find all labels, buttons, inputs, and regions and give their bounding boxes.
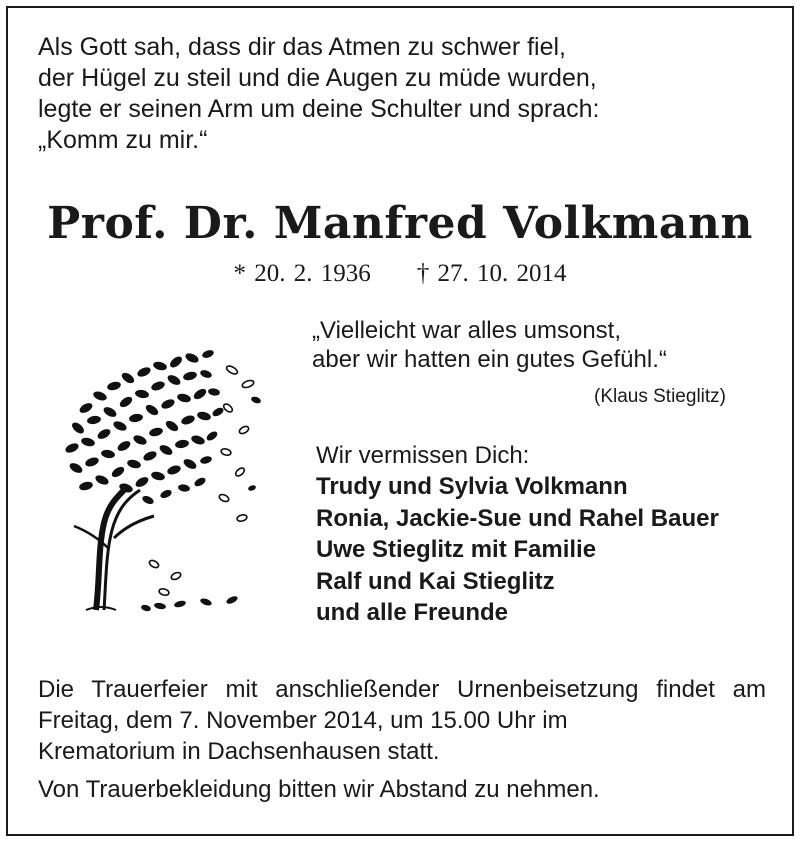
quote-author: (Klaus Stieglitz) <box>594 386 726 407</box>
mourners-list <box>316 471 719 629</box>
poem <box>38 32 599 156</box>
mourner-name: Ronia, Jackie-Sue und Rahel Bauer <box>316 504 719 532</box>
birth-date: * 20. 2. 1936 <box>233 260 371 287</box>
mourners-heading: Wir vermissen Dich: <box>316 442 530 469</box>
dress-note: Von Trauerbekleidung bitten wir Abstand zu nehmen. <box>38 776 600 803</box>
poem-line: „Komm zu mir.“ <box>38 126 208 154</box>
quote-line: aber wir hatten ein gutes Gefühl.“ <box>312 346 667 373</box>
poem-line: der Hügel zu steil und die Augen zu müde wurden, <box>38 64 597 92</box>
service-info <box>38 674 766 767</box>
mourner-name: Uwe Stieglitz mit Familie <box>316 536 597 563</box>
poem-line: Als Gott sah, dass dir das Atmen zu schwer fiel, <box>38 33 567 61</box>
mourner-name: und alle Freunde <box>316 599 509 626</box>
service-text: Die Trauerfeier mit anschließender Urnenbeisetzung findet am Freitag, dem 7. November 2014, um 15.00 Uhr im <box>38 676 766 734</box>
mourner-name: Ralf und Kai Stieglitz <box>316 567 555 595</box>
death-date: † 27. 10. 2014 <box>416 260 567 287</box>
service-location: Krematorium in Dachsenhausen statt. <box>38 738 440 765</box>
poem-line: legte er seinen Arm um deine Schulter und sprach: <box>38 95 600 123</box>
deceased-name: Prof. Dr. Manfred Volkmann <box>47 198 753 249</box>
mourner-name: Trudy und Sylvia Volkmann <box>316 473 628 500</box>
windblown-tree-icon <box>56 348 266 618</box>
quote-line: „Vielleicht war alles umsonst, <box>312 317 622 344</box>
life-dates <box>0 260 800 288</box>
quote <box>312 316 667 374</box>
